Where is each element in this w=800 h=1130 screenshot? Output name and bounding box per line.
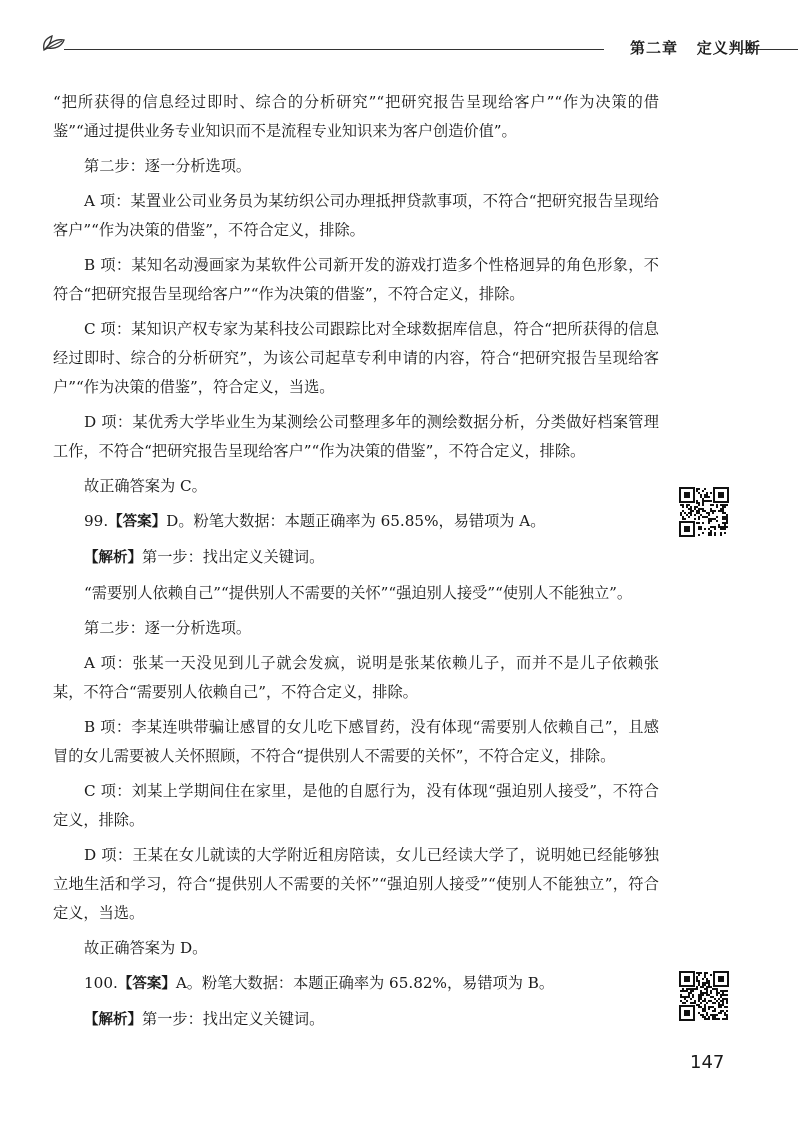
answer-tag: 【答案】 xyxy=(108,514,167,530)
leaf-sprout-icon xyxy=(38,28,68,56)
paragraph: C 项：刘某上学期间住在家里，是他的自愿行为，没有体现“强迫别人接受”，不符合定义，排除。 xyxy=(53,782,659,829)
chapter-title xyxy=(630,37,761,58)
section-title: 定义判断 xyxy=(696,39,761,57)
answer-text: A。粉笔大数据：本题正确率为 65.82%，易错项为 B。 xyxy=(175,974,555,992)
paragraph: 第二步：逐一分析选项。 xyxy=(84,157,252,175)
paragraph: 故正确答案为 C。 xyxy=(84,477,207,495)
paragraph: 故正确答案为 D。 xyxy=(84,939,208,957)
page-number: 147 xyxy=(690,1052,725,1073)
header-rule-right xyxy=(742,49,798,50)
header-rule-left xyxy=(64,49,604,50)
paragraph: A 项：某置业公司业务员为某纺织公司办理抵押贷款事项，不符合“把研究报告呈现给客户”“作为决策的借鉴”，不符合定义，排除。 xyxy=(53,192,659,239)
question-number: 99. xyxy=(84,512,109,530)
paragraph: B 项：某知名动漫画家为某软件公司新开发的游戏打造多个性格迥异的角色形象，不符合“把研究报告呈现给客户”“作为决策的借鉴”，不符合定义，排除。 xyxy=(53,256,659,303)
analysis-line xyxy=(53,543,659,573)
paragraph: D 项：某优秀大学毕业生为某测绘公司整理多年的测绘数据分析，分类做好档案管理工作，不符合“把研究报告呈现给客户”“作为决策的借鉴”，不符合定义，排除。 xyxy=(53,413,659,460)
qr-code-icon[interactable] xyxy=(678,486,730,538)
qr-code-icon[interactable] xyxy=(678,970,730,1022)
answer-text: D。粉笔大数据：本题正确率为 65.85%，易错项为 A。 xyxy=(166,512,546,530)
paragraph: B 项：李某连哄带骗让感冒的女儿吃下感冒药，没有体现“需要别人依赖自己”，且感冒的女儿需要被人关怀照顾，不符合“提供别人不需要的关怀”，不符合定义，排除。 xyxy=(53,718,659,765)
analysis-line xyxy=(53,1005,659,1035)
answer-line xyxy=(53,507,659,537)
analysis-tag: 【解析】 xyxy=(84,550,142,566)
paragraph: D 项：王某在女儿就读的大学附近租房陪读，女儿已经读大学了，说明她已经能够独立地生活和学习，符合“提供别人不需要的关怀”“强迫别人接受”“使别人不能独立”，符合定义，当选。 xyxy=(53,846,659,922)
paragraph: “把所获得的信息经过即时、综合的分析研究”“把研究报告呈现给客户”“作为决策的借鉴”“通过提供业务专业知识而不是流程专业知识来为客户创造价值”。 xyxy=(53,93,659,140)
page-header xyxy=(38,28,760,68)
answer-line xyxy=(53,969,659,999)
answer-tag: 【答案】 xyxy=(117,976,176,992)
analysis-text: 第一步：找出定义关键词。 xyxy=(142,548,325,566)
chapter-number: 第二章 xyxy=(630,39,679,57)
paragraph: “需要别人依赖自己”“提供别人不需要的关怀”“强迫别人接受”“使别人不能独立”。 xyxy=(84,584,633,602)
page-body xyxy=(53,88,659,1041)
paragraph: 第二步：逐一分析选项。 xyxy=(84,619,252,637)
analysis-tag: 【解析】 xyxy=(84,1012,142,1028)
question-number: 100. xyxy=(84,974,118,992)
analysis-text: 第一步：找出定义关键词。 xyxy=(142,1010,325,1028)
paragraph: C 项：某知识产权专家为某科技公司跟踪比对全球数据库信息，符合“把所获得的信息经过即时、综合的分析研究”，为该公司起草专利申请的内容，符合“把研究报告呈现给客户”“作为决策的借鉴”，符合定义，当选。 xyxy=(53,320,659,396)
paragraph: A 项：张某一天没见到儿子就会发疯，说明是张某依赖儿子，而并不是儿子依赖张某，不符合“需要别人依赖自己”，不符合定义，排除。 xyxy=(53,654,659,701)
